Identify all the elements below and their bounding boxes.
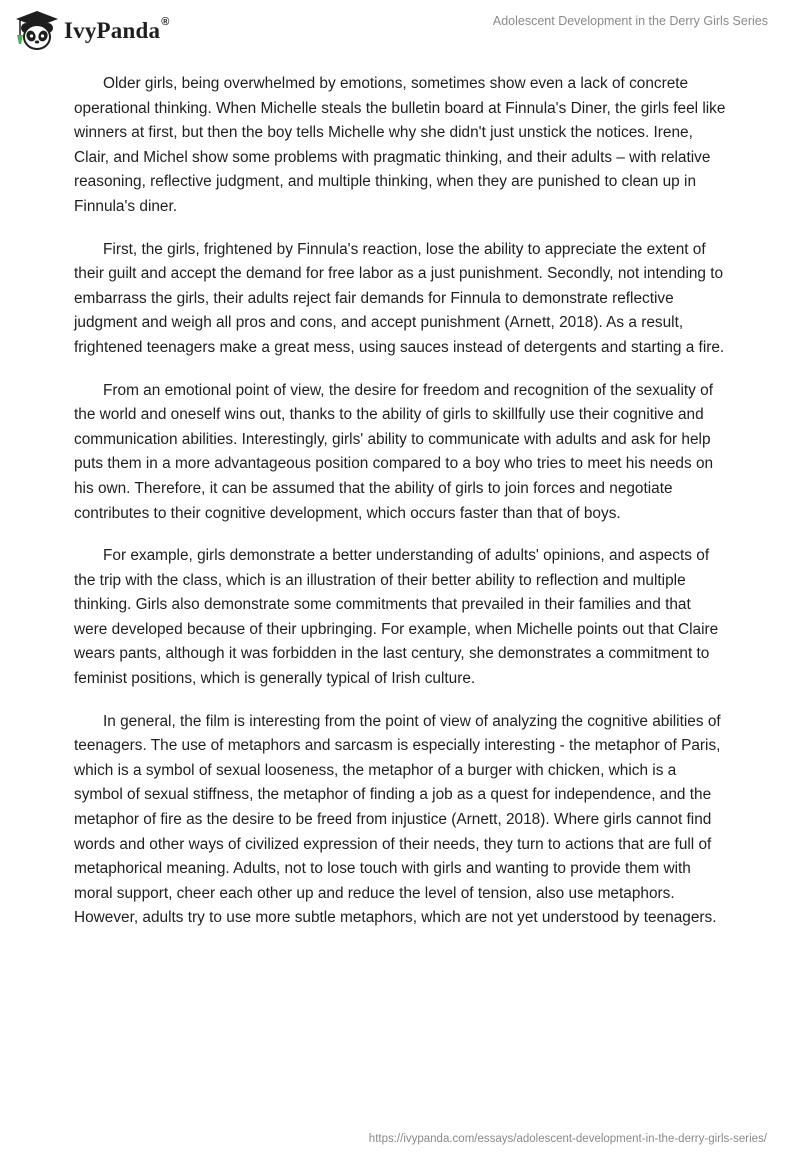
source-url-link[interactable]: https://ivypanda.com/essays/adolescent-development-in-the-derry-girls-series/ [368,1133,767,1145]
paragraph-5: In general, the film is interesting from the point of view of analyzing the cognitive abilities of teenagers. The use of metaphors and sarcasm is especially interesting - the metaphor of Paris, which is a symbol of sexual looseness, the metaphor of a burger with chicken, which is a symbol of sexual stiffness, the metaphor of finding a job as a quest for independence, and the metaphor of fire as the desire to be freed from injustice (Arnett, 2018). Where girls cannot find words and other ways of civilized expression of their needs, they turn to actions that are full of metaphorical meaning. Adults, not to lose touch with girls and wanting to provide them with moral support, cheer each other up and reduce the level of tension, also use metaphors. However, adults try to use more subtle metaphors, which are not yet understood by teenagers. [74,712,721,927]
paragraph-2: First, the girls, frightened by Finnula's reaction, lose the ability to appreciate the extent of their guilt and accept the demand for free labor as a just punishment. Secondly, not intending to embarrass the girls, their adults reject fair demands for Finnula to demonstrate reflective judgment and weigh all pros and cons, and accept punishment (Arnett, 2018). As a result, frightened teenagers make a great mess, using sauces instead of detergents and starting a fire. [74,240,725,356]
paragraph-4: For example, girls demonstrate a better understanding of adults' opinions, and aspects of the trip with the class, which is an illustration of their better ability to reflection and multiple thinking. Girls also demonstrate some commitments that prevailed in their families and that were developed because of their upbringing. For example, when Michelle points out that Claire wears pants, although it was forbidden in the last century, she demonstrates a commitment to feminist positions, which is generally typical of Irish culture. [74,547,719,688]
registered-mark: ® [161,16,170,29]
brand-name: IvyPanda® [64,16,170,43]
essay-body [74,72,726,949]
paragraph-1: Older girls, being overwhelmed by emotions, sometimes show even a lack of concrete operational thinking. When Michelle steals the bulletin board at Finnula's Diner, the girls feel like winners at first, but then the boy tells Michelle why she didn't just unstick the notices. Irene, Clair, and Michel show some problems with pragmatic thinking, and their adults – with relative reasoning, reflective judgment, and multiple thinking, when they are punished to clean up in Finnula's diner. [74,75,726,215]
page-header [0,0,800,60]
panda-graduate-icon [12,8,62,52]
document-title: Adolescent Development in the Derry Girls Series [492,14,768,28]
paragraph-3: From an emotional point of view, the desire for freedom and recognition of the sexuality of the world and oneself wins out, thanks to the ability of girls to skillfully use their cognitive and communication abilities. Interestingly, girls' ability to communicate with adults and ask for help puts them in a more advantageous position compared to a boy who tries to meet his needs on his own. Therefore, it can be assumed that the ability of girls to join forces and negotiate contributes to their cognitive development, which occurs faster than that of boys. [74,381,714,522]
ivypanda-logo[interactable] [12,8,170,52]
